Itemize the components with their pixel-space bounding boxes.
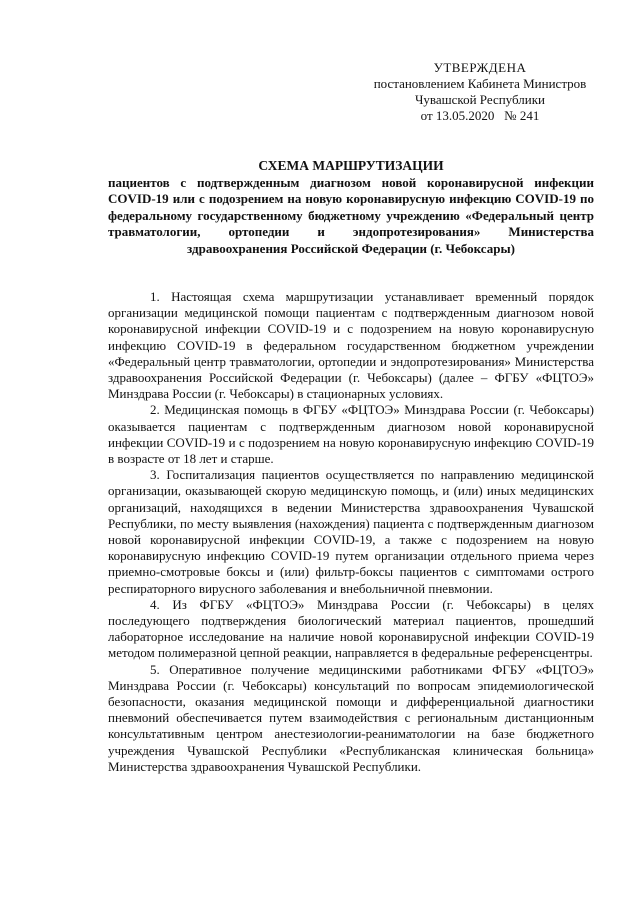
- approval-title: УТВЕРЖДЕНА: [433, 60, 527, 75]
- approval-line: постановлением Кабинета Министров: [373, 76, 587, 91]
- document-body: [108, 289, 594, 775]
- paragraph-2: 2. Медицинская помощь в ФГБУ «ФЦТОЭ» Минздрава России (г. Чебоксары) оказывается пациентам с подтвержденным диагнозом новой коронавирусной инфекции COVID-19 и с подозрением на новую коронавирусную инфекцию COVID-19 в возрасте от 18 лет и старше.: [108, 402, 594, 467]
- approval-line: Чувашской Республики: [414, 92, 546, 107]
- paragraph-4: 4. Из ФГБУ «ФЦТОЭ» Минздрава России (г. Чебоксары) в целях последующего подтверждения биологический материал пациентов, прошедший лабораторное исследование на наличие новой коронавирусной инфекции COVID-19 методом полимеразной цепной реакции, направляется в федеральные референсцентры.: [108, 596, 594, 661]
- approval-date-number: от 13.05.2020 № 241: [420, 108, 540, 123]
- document-subtitle: пациентов с подтвержденным диагнозом новой коронавирусной инфекции COVID-19 или с подозрением на новую коронавирусную инфекцию COVID-19 по федеральному государственному бюджетному учреждению «Федеральный центр травматологии, ортопедии и эндопротезирования» Министерства здравоохранения Российской Федерации (г. Чебоксары): [108, 174, 594, 256]
- approval-block: [355, 60, 605, 124]
- paragraph-3: 3. Госпитализация пациентов осуществляется по направлению медицинской организации, оказывающей скорую медицинскую помощь, и (или) иных медицинских организаций, находящихся в ведении Министерства здравоохранения Чувашской Республики, по месту выявления (нахождения) пациента с подтвержденным диагнозом новой коронавирусной инфекции COVID-19, а также с подозрением на новую коронавирусную инфекцию COVID-19 путем организации отдельного приема через приемно-смотровые боксы и (или) фильтр-боксы пациентов с симптомами острого респираторного вирусного заболевания и внебольничной пневмонии.: [108, 467, 594, 596]
- document-heading: [108, 158, 594, 258]
- paragraph-5: 5. Оперативное получение медицинскими работниками ФГБУ «ФЦТОЭ» Минздрава России (г. Чебоксары) консультаций по вопросам эпидемиологической безопасности, оказания медицинской помощи и дифференциальной диагностики пневмоний обеспечивается путем взаимодействия с региональным дистанционным консультативным центром анестезиологии-реаниматологии на базе бюджетного учреждения Чувашской Республики «Республиканская клиническая больница» Министерства здравоохранения Чувашской Республики.: [108, 661, 594, 774]
- paragraph-1: 1. Настоящая схема маршрутизации устанавливает временный порядок организации медицинской помощи пациентам с подтвержденным диагнозом новой коронавирусной инфекции COVID-19 и с подозрением на новую коронавирусную инфекцию COVID-19 в федеральном государственном бюджетном учреждении «Федеральный центр травматологии, ортопедии и эндопротезирования» Министерства здравоохранения Российской Федерации (г. Чебоксары) (далее – ФГБУ «ФЦТОЭ» Минздрава России (г. Чебоксары) в стационарных условиях.: [108, 289, 594, 402]
- document-title: СХЕМА МАРШРУТИЗАЦИИ: [258, 158, 444, 173]
